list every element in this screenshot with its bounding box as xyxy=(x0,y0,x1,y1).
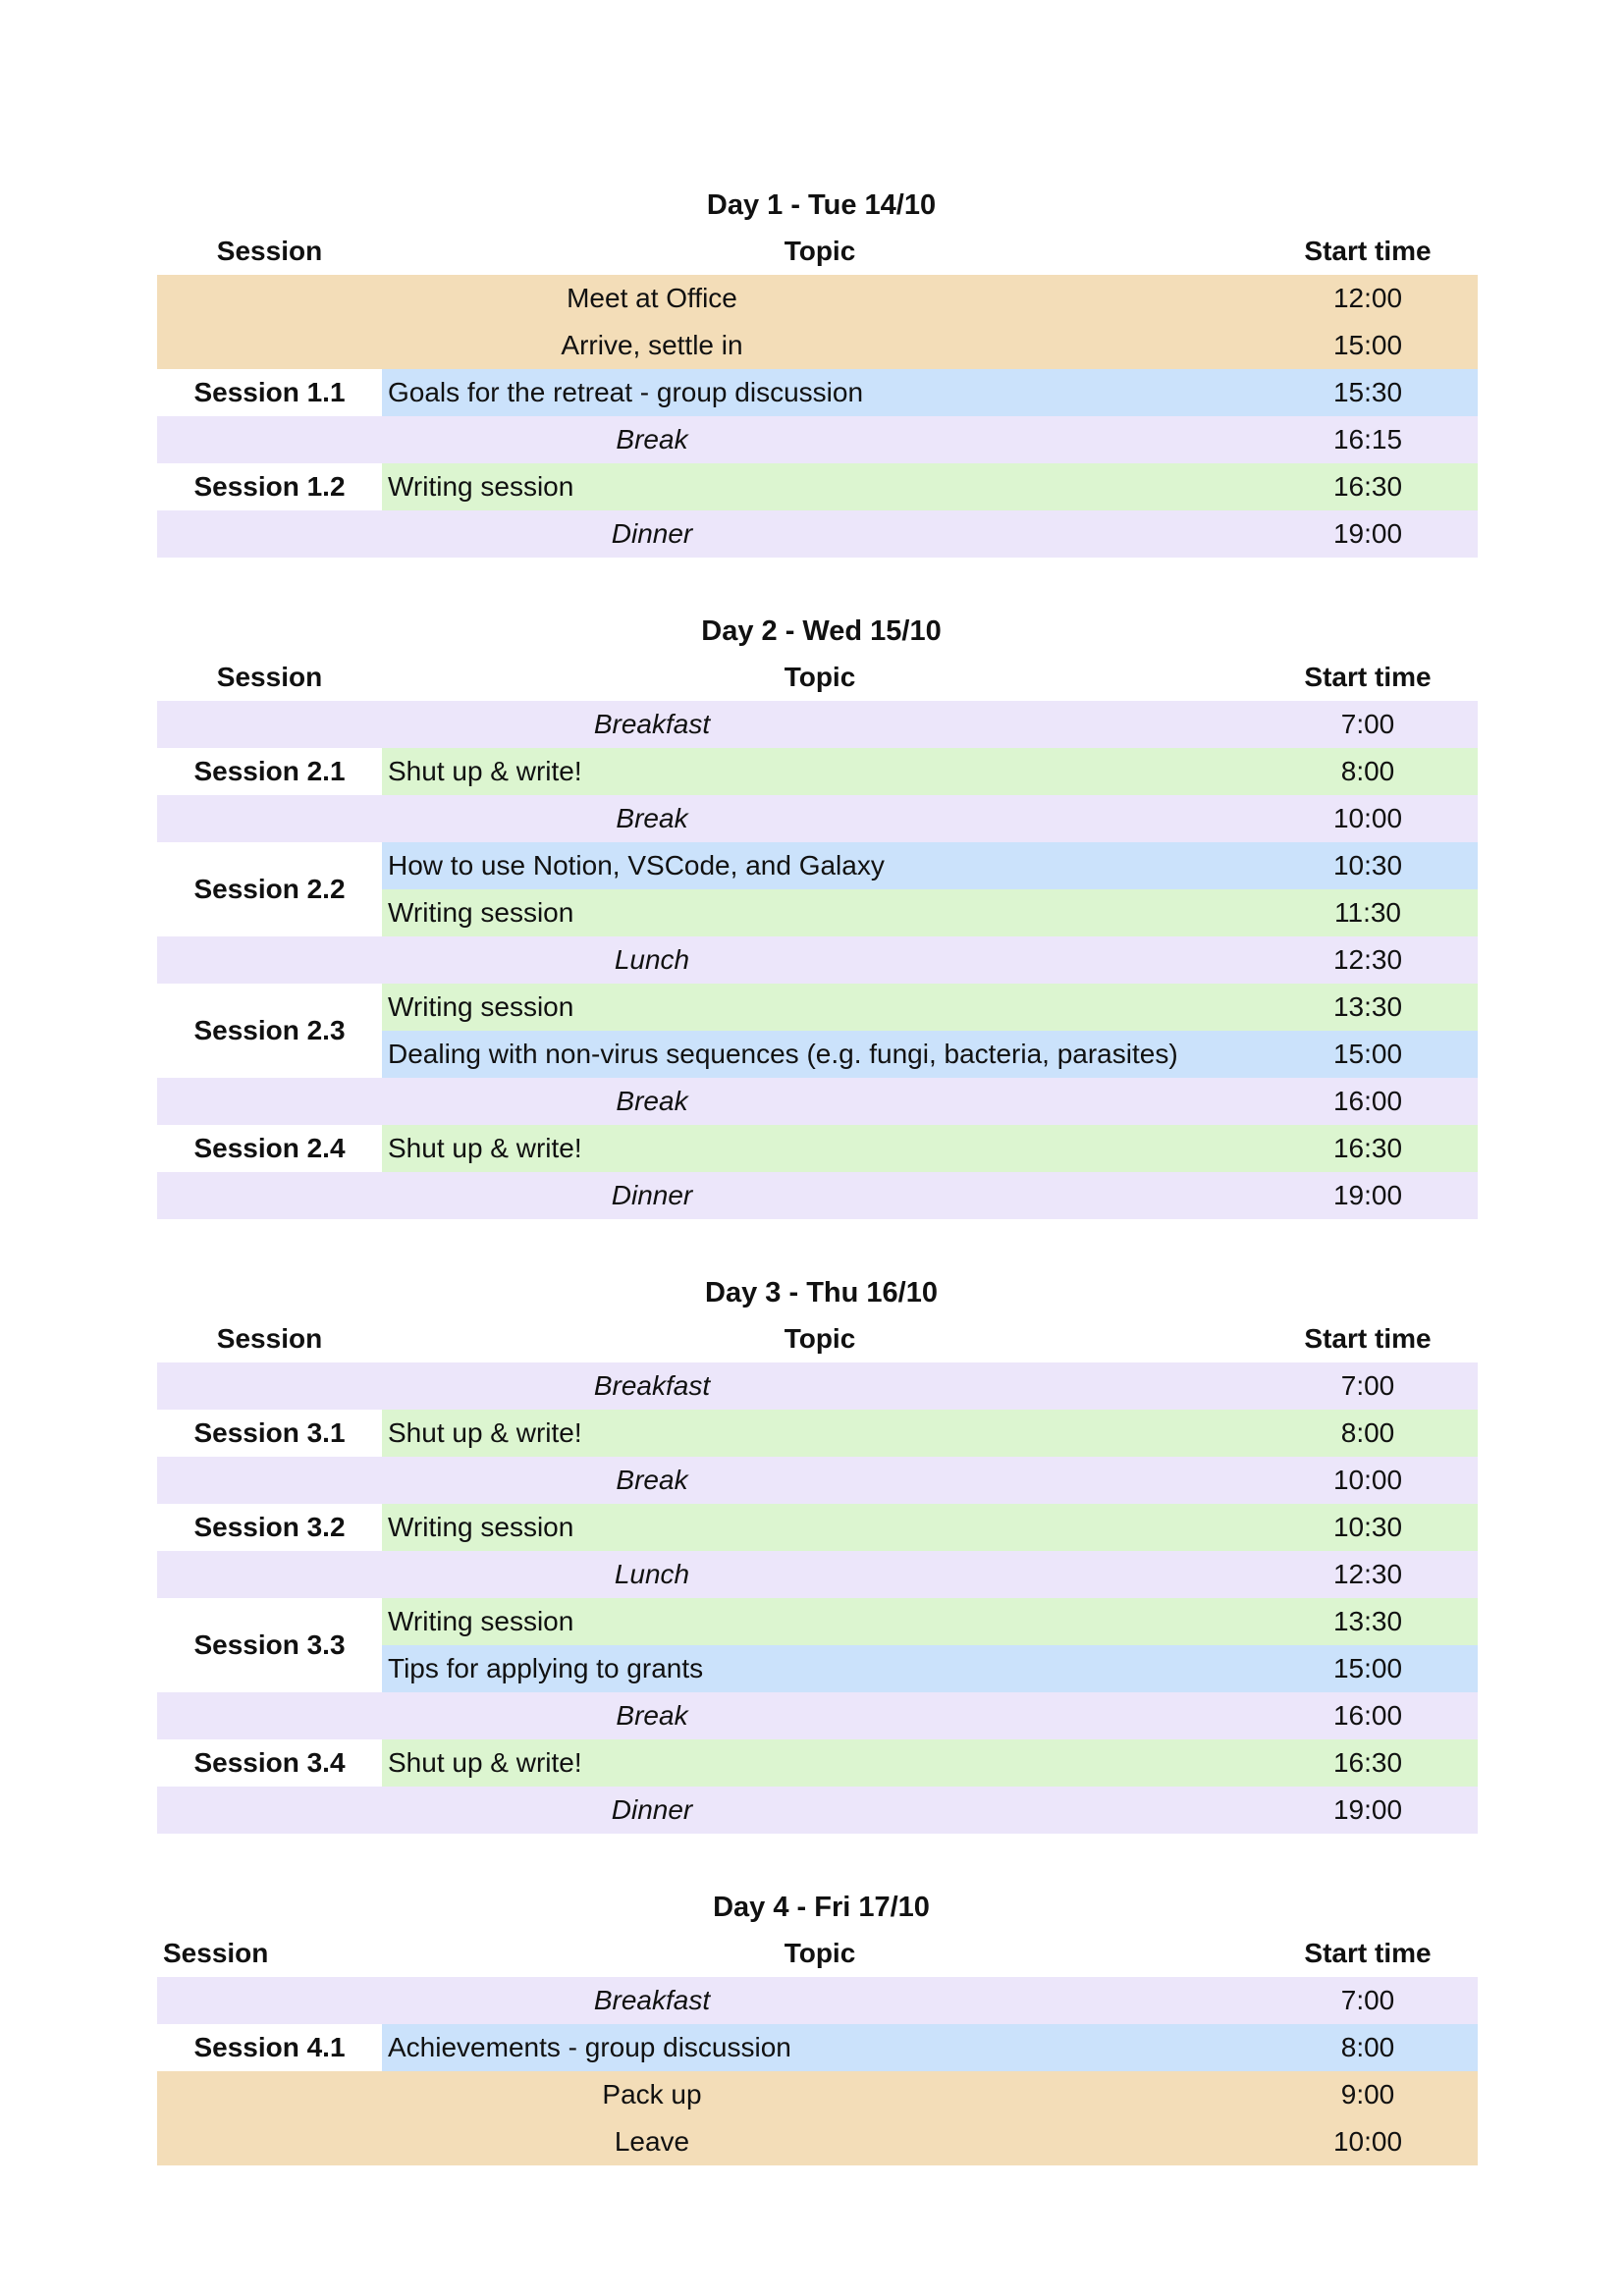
start-time-cell: 19:00 xyxy=(1258,1172,1478,1219)
start-time-cell: 15:00 xyxy=(1258,322,1478,369)
day-section xyxy=(157,1885,1478,2165)
topic-cell: Shut up & write! xyxy=(382,748,1258,795)
table-header xyxy=(157,1315,1478,1362)
start-time-cell: 10:00 xyxy=(1258,2118,1478,2165)
start-time-cell: 16:30 xyxy=(1258,463,1478,510)
topic-cell: Tips for applying to grants xyxy=(382,1645,1258,1692)
session-label: Session 2.1 xyxy=(157,748,382,795)
start-time-cell: 16:00 xyxy=(1258,1692,1478,1739)
start-time-cell: 16:30 xyxy=(1258,1125,1478,1172)
topic-column-header: Topic xyxy=(784,662,856,692)
topic-cell: Writing session xyxy=(382,889,1258,936)
topic-cell: Goals for the retreat - group discussion xyxy=(382,369,1258,416)
start-time-column-header: Start time xyxy=(1304,1323,1432,1354)
start-time-cell: 8:00 xyxy=(1258,1410,1478,1457)
break-row-label: Dinner xyxy=(157,1787,1258,1834)
start-time-cell: 16:00 xyxy=(1258,1078,1478,1125)
break-row-label: Dinner xyxy=(157,1172,1258,1219)
day-section xyxy=(157,1270,1478,1834)
topic-cell: How to use Notion, VSCode, and Galaxy xyxy=(382,842,1258,889)
topic-cell: Writing session xyxy=(382,463,1258,510)
break-row-label: Breakfast xyxy=(157,1977,1258,2024)
day-title: Day 2 - Wed 15/10 xyxy=(701,615,942,647)
start-time-cell: 12:30 xyxy=(1258,936,1478,984)
start-time-cell: 7:00 xyxy=(1258,701,1478,748)
topic-cell: Shut up & write! xyxy=(382,1125,1258,1172)
start-time-column-header: Start time xyxy=(1304,1938,1432,1968)
schedule-table xyxy=(157,275,1478,558)
start-time-cell: 19:00 xyxy=(1258,510,1478,558)
start-time-cell: 8:00 xyxy=(1258,748,1478,795)
start-time-cell: 13:30 xyxy=(1258,1598,1478,1645)
break-row-label: Break xyxy=(157,795,1258,842)
retreat-schedule xyxy=(157,183,1478,2216)
logistics-row-label: Leave xyxy=(157,2118,1258,2165)
table-header xyxy=(157,1930,1478,1977)
table-header xyxy=(157,654,1478,701)
start-time-column-header: Start time xyxy=(1304,236,1432,266)
break-row-label: Dinner xyxy=(157,510,1258,558)
start-time-cell: 10:00 xyxy=(1258,1457,1478,1504)
schedule-table xyxy=(157,701,1478,1219)
break-row-label: Break xyxy=(157,1457,1258,1504)
session-label: Session 3.1 xyxy=(157,1410,382,1457)
start-time-cell: 7:00 xyxy=(1258,1362,1478,1410)
day-section xyxy=(157,183,1478,558)
session-label: Session 1.1 xyxy=(157,369,382,416)
topic-column-header: Topic xyxy=(784,1323,856,1354)
start-time-cell: 10:00 xyxy=(1258,795,1478,842)
session-label: Session 3.4 xyxy=(157,1739,382,1787)
start-time-cell: 19:00 xyxy=(1258,1787,1478,1834)
break-row-label: Breakfast xyxy=(157,1362,1258,1410)
session-column-header: Session xyxy=(216,236,323,266)
break-row-label: Lunch xyxy=(157,936,1258,984)
start-time-cell: 9:00 xyxy=(1258,2071,1478,2118)
session-label: Session 2.3 xyxy=(157,984,382,1078)
start-time-cell: 12:00 xyxy=(1258,275,1478,322)
topic-cell: Achievements - group discussion xyxy=(382,2024,1258,2071)
start-time-cell: 16:15 xyxy=(1258,416,1478,463)
topic-column-header: Topic xyxy=(784,1938,856,1968)
logistics-row-label: Pack up xyxy=(157,2071,1258,2118)
break-row-label: Break xyxy=(157,1692,1258,1739)
session-label: Session 1.2 xyxy=(157,463,382,510)
schedule-table xyxy=(157,1362,1478,1834)
logistics-row-label: Meet at Office xyxy=(157,275,1258,322)
start-time-cell: 10:30 xyxy=(1258,842,1478,889)
topic-column-header: Topic xyxy=(784,236,856,266)
start-time-cell: 13:30 xyxy=(1258,984,1478,1031)
session-column-header: Session xyxy=(216,1323,323,1354)
day-title: Day 1 - Tue 14/10 xyxy=(706,189,937,221)
start-time-cell: 10:30 xyxy=(1258,1504,1478,1551)
session-column-header: Session xyxy=(216,662,323,692)
start-time-cell: 15:00 xyxy=(1258,1645,1478,1692)
start-time-cell: 16:30 xyxy=(1258,1739,1478,1787)
topic-cell: Writing session xyxy=(382,1598,1258,1645)
table-header xyxy=(157,228,1478,275)
schedule-table xyxy=(157,1977,1478,2165)
break-row-label: Break xyxy=(157,1078,1258,1125)
topic-cell: Shut up & write! xyxy=(382,1739,1258,1787)
session-label: Session 2.2 xyxy=(157,842,382,936)
session-label: Session 3.3 xyxy=(157,1598,382,1692)
break-row-label: Lunch xyxy=(157,1551,1258,1598)
topic-cell: Writing session xyxy=(382,1504,1258,1551)
topic-cell: Shut up & write! xyxy=(382,1410,1258,1457)
day-title: Day 4 - Fri 17/10 xyxy=(713,1892,930,1923)
logistics-row-label: Arrive, settle in xyxy=(157,322,1258,369)
topic-cell: Dealing with non-virus sequences (e.g. fungi, bacteria, parasites) xyxy=(382,1031,1258,1078)
break-row-label: Breakfast xyxy=(157,701,1258,748)
day-section xyxy=(157,609,1478,1219)
break-row-label: Break xyxy=(157,416,1258,463)
session-label: Session 2.4 xyxy=(157,1125,382,1172)
topic-cell: Writing session xyxy=(382,984,1258,1031)
session-label: Session 3.2 xyxy=(157,1504,382,1551)
session-column-header: Session xyxy=(163,1938,269,1968)
start-time-cell: 12:30 xyxy=(1258,1551,1478,1598)
start-time-cell: 15:30 xyxy=(1258,369,1478,416)
start-time-cell: 15:00 xyxy=(1258,1031,1478,1078)
start-time-cell: 8:00 xyxy=(1258,2024,1478,2071)
day-title: Day 3 - Thu 16/10 xyxy=(705,1277,938,1308)
session-label: Session 4.1 xyxy=(157,2024,382,2071)
start-time-column-header: Start time xyxy=(1304,662,1432,692)
start-time-cell: 11:30 xyxy=(1258,889,1478,936)
start-time-cell: 7:00 xyxy=(1258,1977,1478,2024)
